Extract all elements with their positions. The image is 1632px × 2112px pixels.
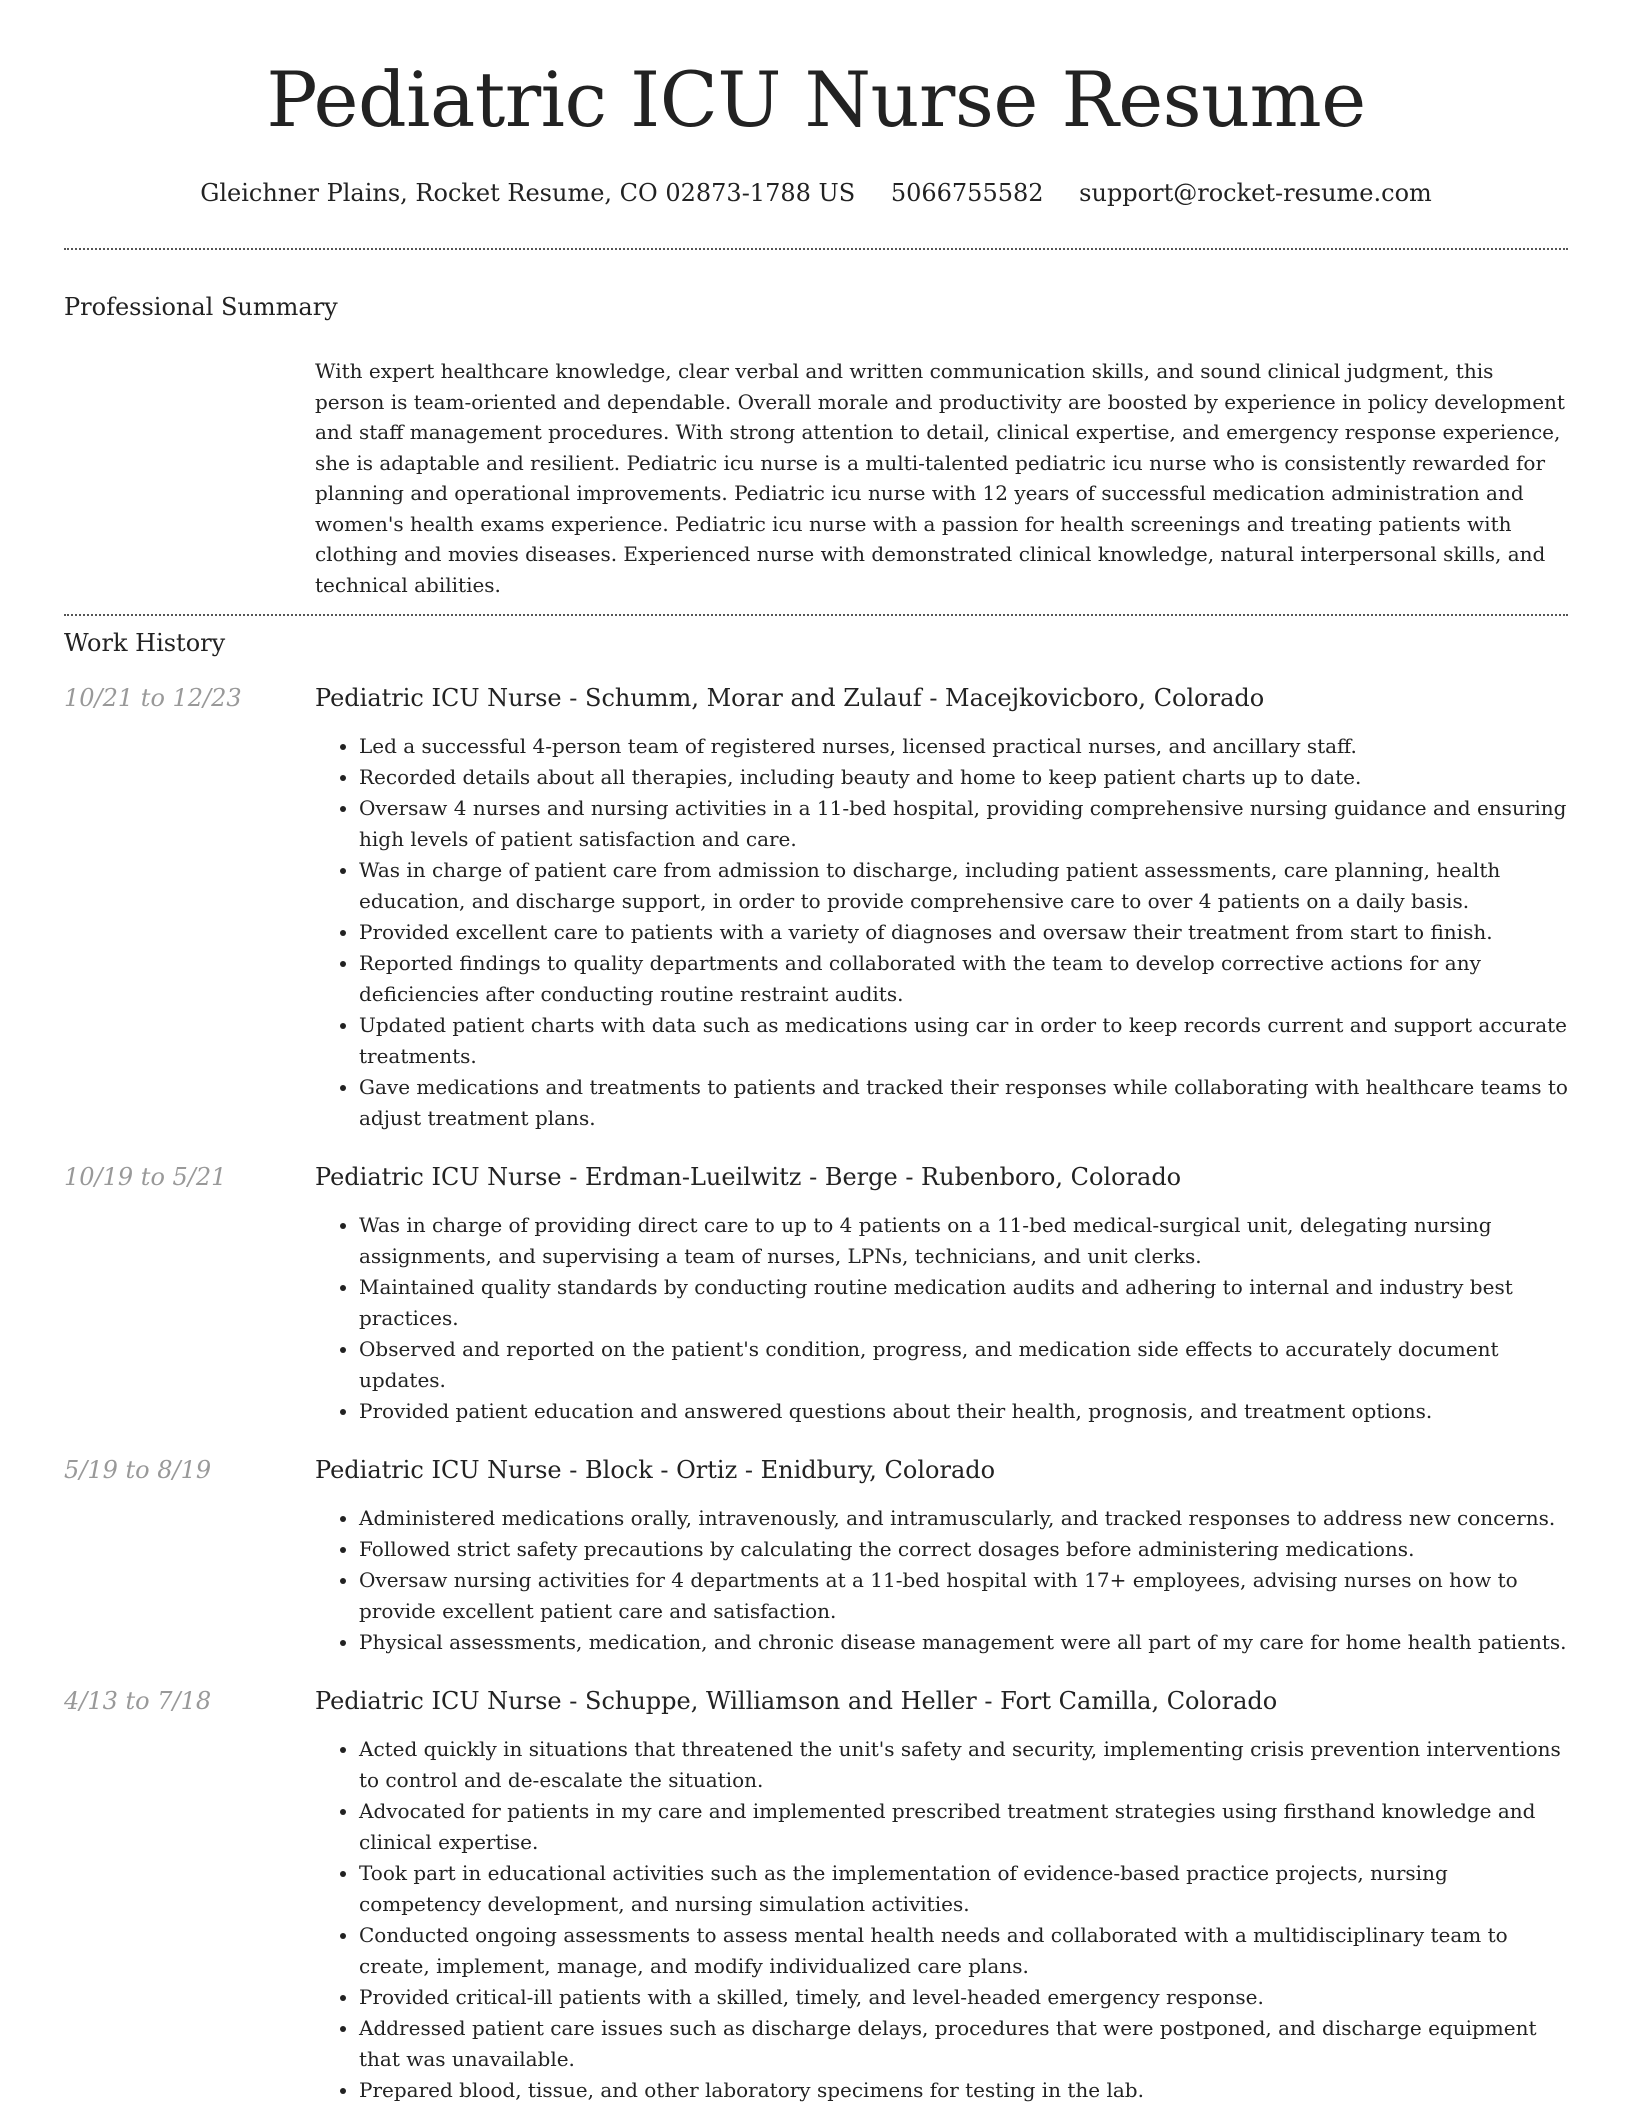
contact-address: Gleichner Plains, Rocket Resume, CO 02873-1788 US: [200, 179, 856, 207]
job-bullets: [315, 1734, 1568, 2106]
job-bullets: [315, 1210, 1568, 1427]
job-bullet: • Led a successful 4-person team of registered nurses, licensed practical nurses, and ancillary staff.: [359, 731, 1568, 762]
job-bullets: [315, 731, 1568, 1134]
job-bullet: • Updated patient charts with data such as medications using car in order to keep records current and support accurate treatments.: [359, 1010, 1568, 1072]
job-dates: 10/21 to 12/23: [64, 684, 242, 712]
header-divider: [64, 248, 1568, 250]
job-heading: Pediatric ICU Nurse - Schuppe, Williamson and Heller - Fort Camilla, Colorado: [315, 1687, 1278, 1715]
job-heading: Pediatric ICU Nurse - Erdman-Lueilwitz - Berge - Rubenboro, Colorado: [315, 1163, 1182, 1191]
job-bullets: [315, 1503, 1568, 1658]
contact-phone: 5066755582: [890, 179, 1044, 207]
resume-page: [64, 0, 1568, 2106]
job-entry: [64, 1686, 1568, 2106]
job-bullet: • Acted quickly in situations that threatened the unit's safety and security, implementing crisis prevention interventions to control and de-escalate the situation.: [359, 1734, 1568, 1796]
work-history-heading: Work History: [64, 629, 226, 657]
job-heading: Pediatric ICU Nurse - Block - Ortiz - Enidbury, Colorado: [315, 1456, 996, 1484]
job-entry: [64, 1162, 1568, 1427]
job-bullet: • Advocated for patients in my care and implemented prescribed treatment strategies using firsthand knowledge and clinical expertise.: [359, 1796, 1568, 1858]
job-bullet: • Recorded details about all therapies, including beauty and home to keep patient charts up to date.: [359, 762, 1568, 793]
job-bullet: • Provided critical-ill patients with a skilled, timely, and level-headed emergency response.: [359, 1982, 1568, 2013]
summary-divider: [64, 614, 1568, 616]
job-bullet: • Reported findings to quality departments and collaborated with the team to develop corrective actions for any deficiencies after conducting routine restraint audits.: [359, 948, 1568, 1010]
job-bullet: • Oversaw nursing activities for 4 departments at a 11-bed hospital with 17+ employees, advising nurses on how to provide excellent patient care and satisfaction.: [359, 1565, 1568, 1627]
job-entry: [64, 683, 1568, 1134]
job-bullet: • Gave medications and treatments to patients and tracked their responses while collaborating with healthcare teams to adjust treatment plans.: [359, 1072, 1568, 1134]
job-entry: [64, 1455, 1568, 1658]
job-bullet: • Took part in educational activities such as the implementation of evidence-based practice projects, nursing competency development, and nursing simulation activities.: [359, 1858, 1568, 1920]
job-bullet: • Prepared blood, tissue, and other laboratory specimens for testing in the lab.: [359, 2075, 1568, 2106]
job-bullet: • Physical assessments, medication, and chronic disease management were all part of my care for home health patients.: [359, 1627, 1568, 1658]
job-bullet: • Observed and reported on the patient's condition, progress, and medication side effects to accurately document updates.: [359, 1334, 1568, 1396]
job-dates: 10/19 to 5/21: [64, 1163, 227, 1191]
resume-title: Pediatric ICU Nurse Resume: [266, 55, 1366, 144]
job-bullet: • Oversaw 4 nurses and nursing activities in a 11-bed hospital, providing comprehensive nursing guidance and ensuring high levels of patient satisfaction and care.: [359, 793, 1568, 855]
job-bullet: • Addressed patient care issues such as discharge delays, procedures that were postponed, and discharge equipment that was unavailable.: [359, 2013, 1568, 2075]
job-bullet: • Provided excellent care to patients with a variety of diagnoses and oversaw their treatment from start to finish.: [359, 917, 1568, 948]
job-bullet: • Was in charge of providing direct care to up to 4 patients on a 11-bed medical-surgical unit, delegating nursing assignments, and supervising a team of nurses, LPNs, technicians, and unit clerks.: [359, 1210, 1568, 1272]
job-bullet: • Followed strict safety precautions by calculating the correct dosages before administering medications.: [359, 1534, 1568, 1565]
contact-email: support@rocket-resume.com: [1079, 179, 1432, 207]
job-heading: Pediatric ICU Nurse - Schumm, Morar and Zulauf - Macejkovicboro, Colorado: [315, 684, 1265, 712]
job-dates: 4/13 to 7/18: [64, 1687, 212, 1715]
contact-line: [64, 178, 1568, 208]
job-bullet: • Administered medications orally, intravenously, and intramuscularly, and tracked responses to address new concerns.: [359, 1503, 1568, 1534]
job-bullet: • Provided patient education and answered questions about their health, prognosis, and treatment options.: [359, 1396, 1568, 1427]
summary-heading: Professional Summary: [64, 293, 338, 321]
job-bullet: • Was in charge of patient care from admission to discharge, including patient assessments, care planning, health education, and discharge support, in order to provide comprehensive care to over 4 patients on a daily basis.: [359, 855, 1568, 917]
job-bullet: • Maintained quality standards by conducting routine medication audits and adhering to internal and industry best practices.: [359, 1272, 1568, 1334]
job-bullet: • Conducted ongoing assessments to assess mental health needs and collaborated with a multidisciplinary team to create, implement, manage, and modify individualized care plans.: [359, 1920, 1568, 1982]
summary-text: With expert healthcare knowledge, clear verbal and written communication skills, and sound clinical judgment, this person is team-oriented and dependable. Overall morale and productivity are boosted by experience in policy development and staff management procedures. With strong attention to detail, clinical expertise, and emergency response experience, she is adaptable and resilient. Pediatric icu nurse is a multi-talented pediatric icu nurse who is consistently rewarded for planning and operational improvements. Pediatric icu nurse with 12 years of successful medication administration and women's health exams experience. Pediatric icu nurse with a passion for health screenings and treating patients with clothing and movies diseases. Experienced nurse with demonstrated clinical knowledge, natural interpersonal skills, and technical abilities.: [315, 359, 1565, 597]
job-dates: 5/19 to 8/19: [64, 1456, 212, 1484]
